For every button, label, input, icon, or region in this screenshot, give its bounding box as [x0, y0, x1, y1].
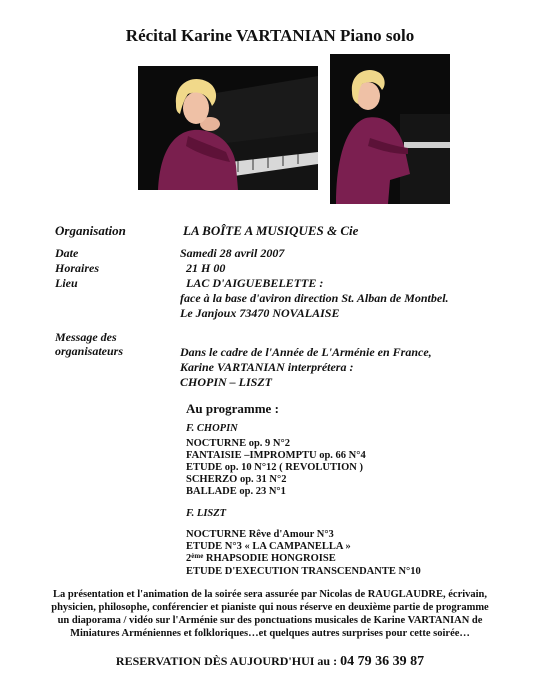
rhapsodie-number: 2 — [186, 553, 192, 564]
footer-line: Miniatures Arméniennes et folkloriques…et quelques autres surprises pour cette soirée… — [70, 628, 470, 639]
pianist-photo-playing — [330, 54, 450, 204]
chopin-work: FANTAISIE –IMPROMPTU op. 66 N°4 — [186, 450, 366, 461]
pianist-photo-leaning — [138, 66, 318, 190]
date-value: Samedi 28 avril 2007 — [180, 246, 285, 260]
reservation-line — [0, 654, 540, 670]
rhapsodie-title: RHAPSODIE HONGROISE — [203, 553, 336, 564]
footer-paragraph — [20, 588, 520, 640]
lieu-line: Le Janjoux 73470 NOVALAISE — [180, 306, 340, 320]
footer-line: La présentation et l'animation de la soirée sera assurée par Nicolas de RAUGLAUDRE, écrivain, — [52, 589, 488, 600]
composer-liszt: F. LISZT — [186, 508, 227, 519]
chopin-work: ETUDE op. 10 N°12 ( REVOLUTION ) — [186, 462, 363, 473]
lieu-line: LAC D'AIGUEBELETTE : — [186, 276, 324, 290]
message-line: Dans le cadre de l'Année de L'Arménie en France, — [180, 345, 432, 359]
reservation-phone: 04 79 36 39 87 — [340, 654, 425, 669]
organisation-value: LA BOÎTE A MUSIQUES & Cie — [183, 223, 359, 238]
rhapsodie-superscript: ème — [191, 552, 204, 560]
message-label-line1: Message des — [55, 330, 117, 344]
lieu-line: face à la base d'aviron direction St. Alban de Montbel. — [180, 291, 449, 305]
horaires-value: 21 H 00 — [186, 261, 226, 275]
date-label: Date — [55, 246, 79, 260]
horaires-label: Horaires — [55, 261, 100, 275]
reservation-label: RESERVATION DÈS AUJOURD'HUI au : — [115, 654, 341, 668]
footer-line: physicien, philosophe, conférencier et pianiste qui nous réserve en deuxième partie de programme — [51, 602, 489, 613]
organisation-label: Organisation — [55, 223, 126, 238]
liszt-work: NOCTURNE Rêve d'Amour N°3 — [186, 529, 334, 540]
composer-chopin: F. CHOPIN — [186, 423, 238, 434]
footer-line: un diaporama / vidéo sur l'Arménie sur des ponctuations musicales de Karine VARTANIAN de — [57, 615, 483, 626]
chopin-work: SCHERZO op. 31 N°2 — [186, 474, 287, 485]
message-line: CHOPIN – LISZT — [180, 375, 273, 389]
message-label-line2: organisateurs — [55, 344, 124, 358]
liszt-work-rhapsodie — [186, 553, 336, 564]
liszt-work: ETUDE D'EXECUTION TRANSCENDANTE N°10 — [186, 566, 421, 577]
chopin-work: BALLADE op. 23 N°1 — [186, 486, 286, 497]
programme-heading: Au programme : — [186, 401, 279, 416]
page-title: Récital Karine VARTANIAN Piano solo — [125, 26, 415, 45]
lieu-label: Lieu — [55, 276, 78, 290]
chopin-work: NOCTURNE op. 9 N°2 — [186, 438, 290, 449]
liszt-work: ETUDE N°3 « LA CAMPANELLA » — [186, 541, 351, 552]
message-line: Karine VARTANIAN interprétera : — [180, 360, 354, 374]
